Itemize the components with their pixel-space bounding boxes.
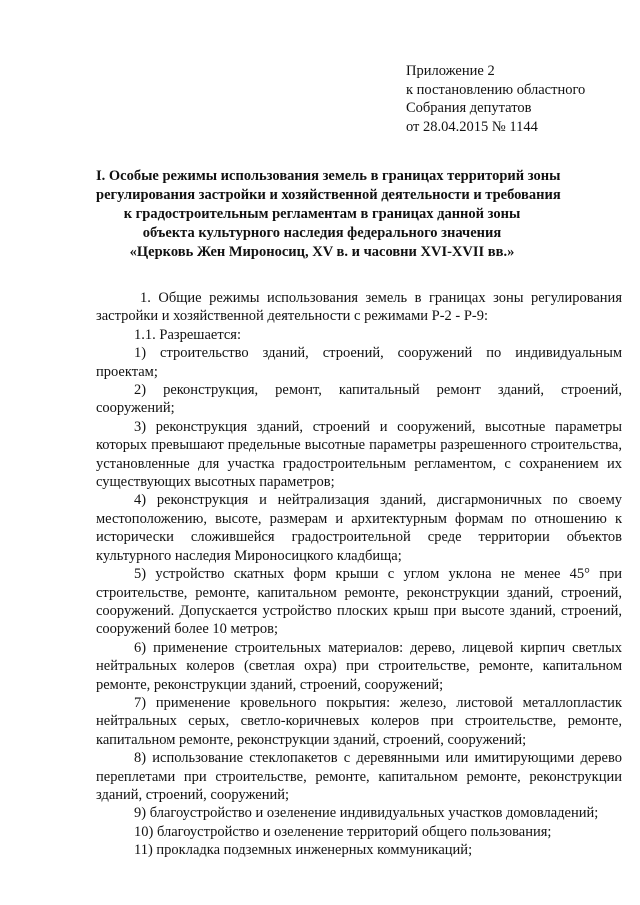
- document-title: [96, 167, 561, 262]
- title-line-2: регулирования застройки и хозяйственной деятельности и требования: [96, 187, 561, 203]
- appendix-line-4: от 28.04.2015 № 1144: [406, 118, 538, 135]
- list-item: 6) применение строительных материалов: дерево, лицевой кирпич светлых нейтральных колеров (светлая охра) при строительстве, ремонте, капитальном ремонте, реконструкции зданий, строений, сооружений;: [96, 639, 622, 693]
- list-item: 3) реконструкция зданий, строений и сооружений, высотные параметры которых превышают предельные высотные параметры разрешенного строительства, установленные для участка градостроительным регламентом, с сохранением их существующих высотных параметров;: [96, 418, 622, 491]
- paragraph-permitted-heading: 1.1. Разрешается:: [134, 326, 241, 343]
- title-line-5: «Церковь Жен Мироносиц, XV в. и часовни XVI-XVII вв.»: [129, 244, 515, 260]
- list-item: 8) использование стеклопакетов с деревянными или имитирующими дерево переплетами при строительстве, ремонте, капитальном ремонте, реконструкции зданий, строений, сооружений;: [96, 750, 622, 803]
- list-item: 11) прокладка подземных инженерных коммуникаций;: [134, 842, 473, 859]
- appendix-line-3: Собрания депутатов: [406, 100, 532, 116]
- title-line-1: I. Особые режимы использования земель в границах территорий зоны: [96, 168, 561, 184]
- document-body: [96, 289, 622, 860]
- list-item: 4) реконструкция и нейтрализация зданий, дисгармоничных по своему местоположению, высоте, размерам и архитектурным формам по отношению к исторически сложившейся градостроительной среде территории объектов культурного наследия Мироносицкого кладбища;: [96, 492, 622, 564]
- title-line-4: объекта культурного наследия федерального значения: [142, 225, 502, 241]
- list-item: 9) благоустройство и озеленение индивидуальных участков домовладений;: [134, 805, 599, 822]
- appendix-line-2: к постановлению областного: [406, 81, 586, 98]
- list-item: 5) устройство скатных форм крыши с углом уклона не менее 45° при строительстве, ремонте, капитальном ремонте, реконструкции зданий, строений, сооружений. Допускается устройство плоских крыш при высоте зданий, строений, сооружений более 10 метров;: [96, 566, 622, 638]
- list-item: 1) строительство зданий, строений, сооружений по индивидуальным проектам;: [96, 345, 622, 380]
- list-item: 7) применение кровельного покрытия: железо, листовой металлопластик нейтральных серых, светло-коричневых колеров при строительстве, ремонте, капитальном ремонте, реконструкции зданий, строений, сооружений;: [96, 694, 622, 748]
- list-item: 10) благоустройство и озеленение территорий общего пользования;: [134, 823, 552, 840]
- list-item: 2) реконструкция, ремонт, капитальный ремонт зданий, строений, сооружений;: [96, 382, 622, 417]
- title-line-3: к градостроительным регламентам в границах данной зоны: [123, 206, 521, 222]
- appendix-line-1: Приложение 2: [406, 63, 495, 79]
- paragraph-general-regimes: 1. Общие режимы использования земель в границах зоны регулирования застройки и хозяйственной деятельности с режимами Р-2 - Р-9:: [96, 290, 622, 325]
- appendix-note: [406, 62, 585, 136]
